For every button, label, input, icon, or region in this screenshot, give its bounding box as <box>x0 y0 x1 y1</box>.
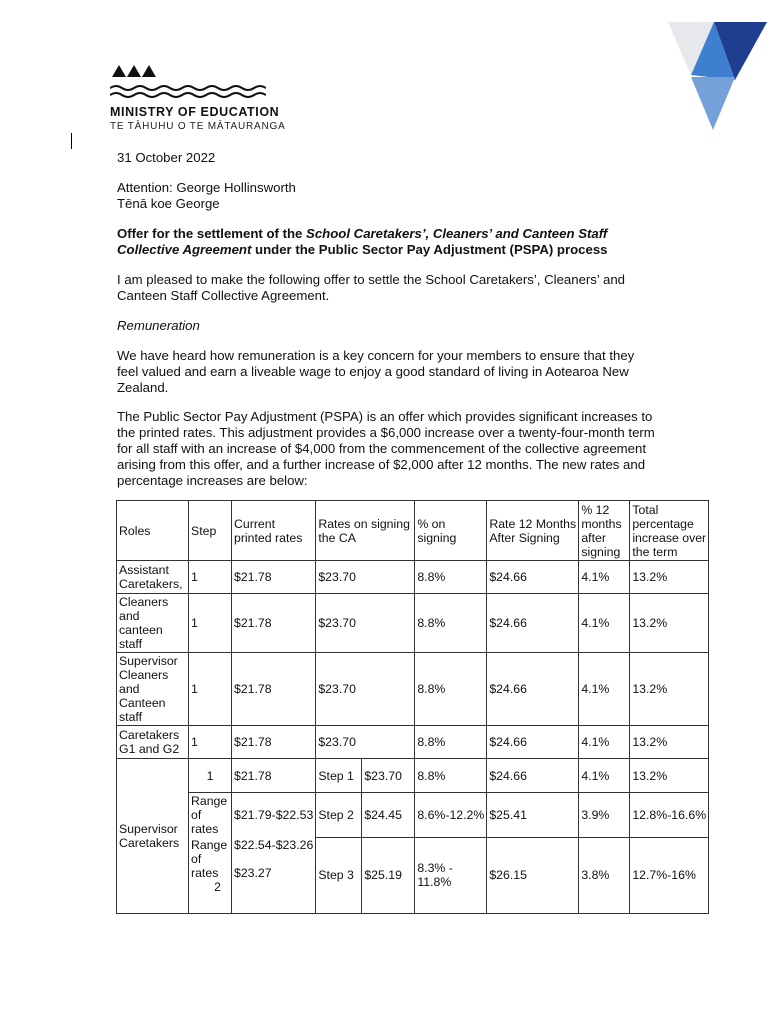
row-current: $21.78 <box>232 561 316 594</box>
remuneration-paragraph: We have heard how remuneration is a key concern for your members to ensure that they feel valued and earn a liveable wage to enjoy a good standard of living in Aotearoa New Zealand. <box>117 348 635 395</box>
greeting: Tēnā koe George <box>117 196 220 211</box>
row-pct12: 4.1% <box>579 726 630 759</box>
row-current: $21.78 <box>232 759 316 793</box>
text-cursor <box>71 133 72 149</box>
ministry-name: MINISTRY OF EDUCATION <box>110 105 280 119</box>
row-rate: $25.19 <box>362 837 415 913</box>
supervisor-caretakers-role: Supervisor Caretakers <box>117 759 189 914</box>
row-step: 1 <box>189 594 232 653</box>
header-current: Current printed rates <box>232 501 316 561</box>
row-step: Range of rates <box>189 793 232 838</box>
row-step: 1 <box>189 759 232 793</box>
row-role: Cleaners and canteen staff <box>117 594 189 653</box>
row-current-b: $23.27 <box>234 866 272 880</box>
row-step-cell <box>189 837 232 913</box>
row-pct: 8.8% <box>415 594 487 653</box>
row-rate: $23.70 <box>362 759 415 793</box>
row-total: 13.2% <box>630 594 709 653</box>
row-pct: 8.8% <box>415 653 487 726</box>
row-role: Supervisor Cleaners and Canteen staff <box>117 653 189 726</box>
pspa-paragraph: The Public Sector Pay Adjustment (PSPA) is an offer which provides significant increases to the printed rates. This adjustment provides a $6,000 increase over a twenty-four-month term for all staff with an increase of $4,000 from the commencement of the collective agreement arising from this offer, and a further increase of $2,000 after 12 months. The new rates and percentage increases are below: <box>117 409 655 488</box>
row-total: 13.2% <box>630 759 709 793</box>
row-pct: 8.8% <box>415 759 487 793</box>
header-rates-ca: Rates on signing the CA <box>316 501 415 561</box>
attention-line: Attention: George Hollinsworth <box>117 180 296 195</box>
table-row <box>117 759 709 793</box>
row-rate12: $24.66 <box>487 653 579 726</box>
letter-date: 31 October 2022 <box>117 150 216 165</box>
row-current: $21.78 <box>232 653 316 726</box>
ministry-logo-mountains-icon <box>112 64 156 78</box>
rates-table <box>116 500 709 914</box>
header-roles: Roles <box>117 501 189 561</box>
header-step: Step <box>189 501 232 561</box>
row-role: Assistant Caretakers, <box>117 561 189 594</box>
ministry-name-maori: TE TĀHUHU O TE MĀTAURANGA <box>110 121 286 132</box>
row-rate12: $24.66 <box>487 726 579 759</box>
row-role: Caretakers G1 and G2 <box>117 726 189 759</box>
row-current: $21.79-$22.53 <box>232 793 316 838</box>
table-row <box>117 561 709 594</box>
row-rate12: $24.66 <box>487 759 579 793</box>
row-rate12: $24.66 <box>487 561 579 594</box>
row-total: 12.8%-16.6% <box>630 793 709 838</box>
row-pct12: 4.1% <box>579 653 630 726</box>
subject-line <box>117 226 657 258</box>
table-row <box>117 653 709 726</box>
table-header-row <box>117 501 709 561</box>
ministry-logo-waves-icon <box>110 84 266 102</box>
row-pct12: 4.1% <box>579 594 630 653</box>
row-rate12: $26.15 <box>487 837 579 913</box>
table-row <box>117 594 709 653</box>
row-step-label: Step 2 <box>316 793 362 838</box>
section-heading: Remuneration <box>117 318 200 333</box>
row-current: $22.54-$23.26 <box>234 838 314 852</box>
header-pct-12: % 12 months after signing <box>579 501 630 561</box>
row-pct12: 3.8% <box>579 837 630 913</box>
row-step: 1 <box>189 653 232 726</box>
row-step-label: Step 1 <box>316 759 362 793</box>
row-pct: 8.6%-12.2% <box>415 793 487 838</box>
row-rate: $24.45 <box>362 793 415 838</box>
row-rate12: $25.41 <box>487 793 579 838</box>
row-rate: $23.70 <box>316 594 415 653</box>
row-step: 1 <box>189 561 232 594</box>
row-current: $21.78 <box>232 594 316 653</box>
table-row <box>117 726 709 759</box>
header-rate-12: Rate 12 Months After Signing <box>487 501 579 561</box>
row-total: 13.2% <box>630 726 709 759</box>
row-rate: $23.70 <box>316 653 415 726</box>
row-total: 13.2% <box>630 561 709 594</box>
row-total: 12.7%-16% <box>630 837 709 913</box>
row-rate: $23.70 <box>316 726 415 759</box>
table-row <box>117 793 709 838</box>
header-pct-signing: % on signing <box>415 501 487 561</box>
header-total: Total percentage increase over the term <box>630 501 709 561</box>
subject-prefix: Offer for the settlement of the <box>117 226 307 241</box>
corner-triangle-graphic <box>610 0 770 135</box>
row-pct: 8.8% <box>415 561 487 594</box>
table-row <box>117 837 709 913</box>
row-current-cell <box>232 837 316 913</box>
row-current: $21.78 <box>232 726 316 759</box>
row-pct: 8.3% - 11.8% <box>415 837 487 913</box>
row-rate: $23.70 <box>316 561 415 594</box>
subject-suffix: under the Public Sector Pay Adjustment (PSPA) process <box>251 242 608 257</box>
row-step-number: 2 <box>214 880 221 894</box>
row-step: Range of rates <box>191 838 228 880</box>
row-step: 1 <box>189 726 232 759</box>
row-rate12: $24.66 <box>487 594 579 653</box>
row-step-label: Step 3 <box>316 837 362 913</box>
row-pct12: 4.1% <box>579 561 630 594</box>
row-total: 13.2% <box>630 653 709 726</box>
row-pct: 8.8% <box>415 726 487 759</box>
row-pct12: 4.1% <box>579 759 630 793</box>
row-pct12: 3.9% <box>579 793 630 838</box>
intro-paragraph: I am pleased to make the following offer to settle the School Caretakers’, Cleaners’ and Canteen Staff Collective Agreement. <box>117 272 625 303</box>
subject-agreement: School Caretakers’, Cleaners’ and Canteen Staff Collective Agreement <box>117 226 608 257</box>
